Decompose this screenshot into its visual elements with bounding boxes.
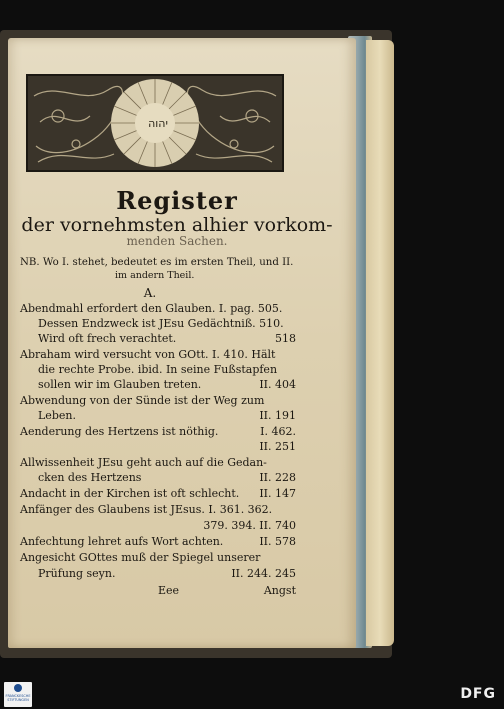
register-subtitle-1: der vornehmsten alhier vorkom- — [21, 214, 333, 236]
ornament-headpiece — [26, 74, 284, 172]
library-logo[interactable] — [4, 682, 32, 707]
note-line-2: im andern Theil. — [115, 270, 195, 281]
section-letter: A. — [143, 286, 157, 300]
dfg-logo[interactable]: DFG — [460, 686, 496, 702]
note-line-1: NB. Wo I. stehet, bedeutet es im ersten Theil, und II. — [20, 257, 294, 268]
hebrew-tetragrammaton: יהוה — [148, 117, 168, 130]
library-logo-icon — [14, 684, 22, 692]
signature-mark: Eee — [158, 584, 180, 597]
viewer-footer — [0, 680, 504, 709]
register-subtitle-2: menden Sachen. — [126, 234, 228, 248]
library-logo-text: FRANCKESCHE STIFTUNGEN — [5, 694, 31, 702]
cover-edge — [366, 40, 394, 646]
register-title: Register — [116, 186, 238, 215]
